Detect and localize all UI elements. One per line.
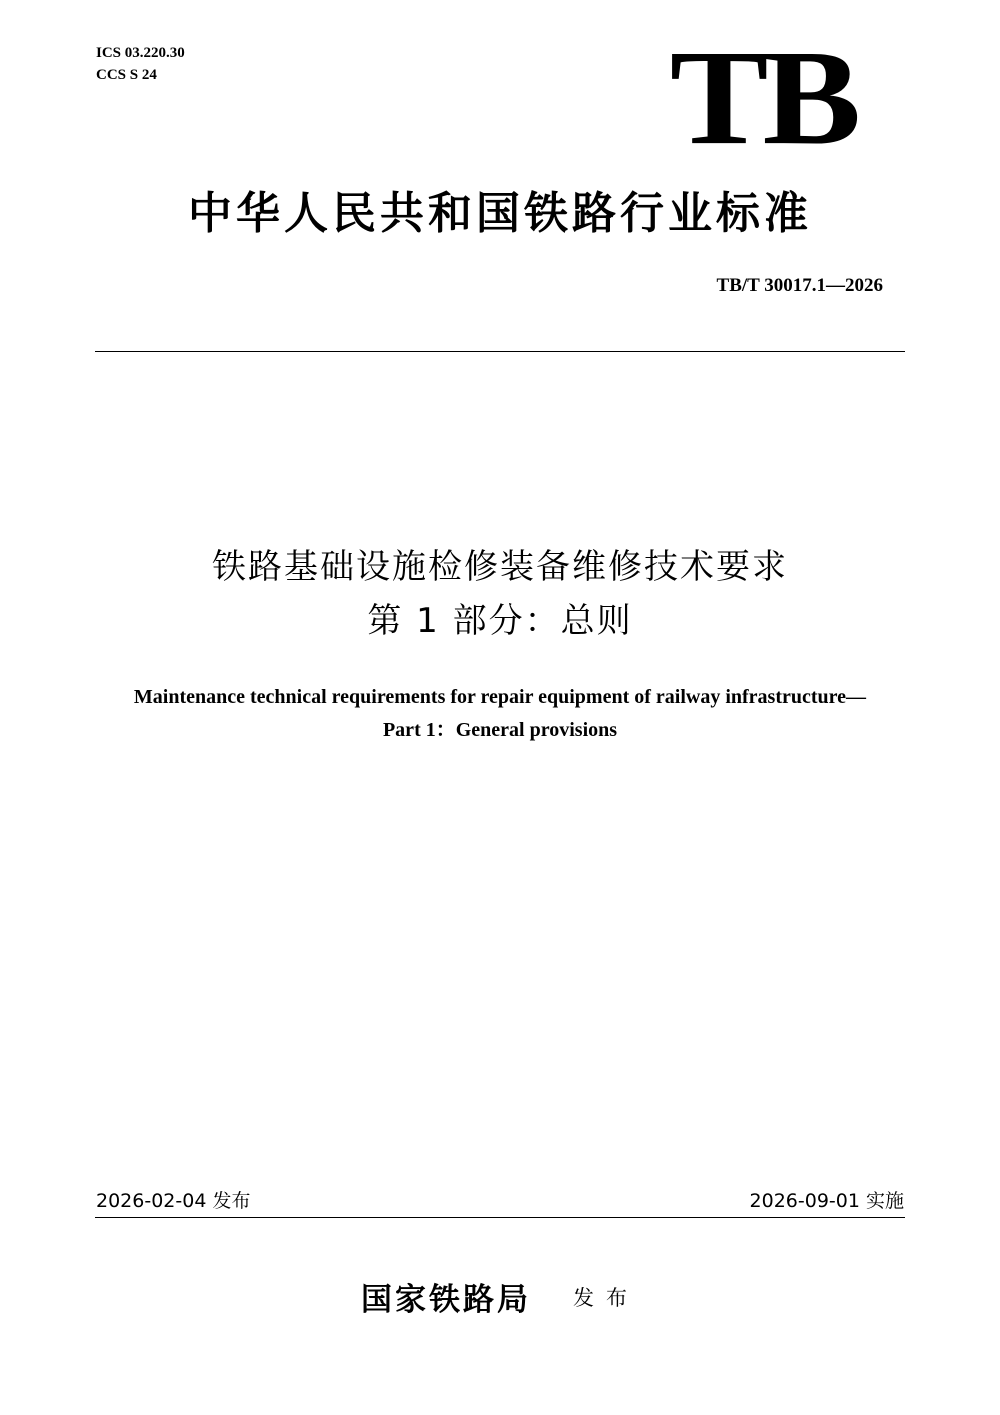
tb-logo-mark: TB [669,22,856,174]
ics-code: ICS 03.220.30 [96,45,185,61]
classification-codes [96,42,185,86]
english-title-line-2: Part 1：General provisions [382,719,618,741]
english-title-line-1: Maintenance technical requirements for repair equipment of railway infrastructure— [133,686,867,708]
publish-label: 发布 [573,1285,639,1310]
implementation-date: 2026-09-01 实施 [749,1190,904,1212]
publisher-name: 国家铁路局 [361,1282,531,1318]
bottom-divider [95,1217,905,1218]
publisher-row [0,1274,1000,1319]
ccs-code: CCS S 24 [96,67,157,83]
chinese-title-line-2: 第 1 部分：总则 [367,601,633,641]
standard-number: TB/T 30017.1—2026 [716,275,883,296]
chinese-title-line-1: 铁路基础设施检修装备维修技术要求 [212,547,788,587]
issue-date: 2026-02-04 发布 [96,1190,251,1212]
standard-type-title: 中华人民共和国铁路行业标准 [188,188,812,239]
top-divider [95,351,905,352]
